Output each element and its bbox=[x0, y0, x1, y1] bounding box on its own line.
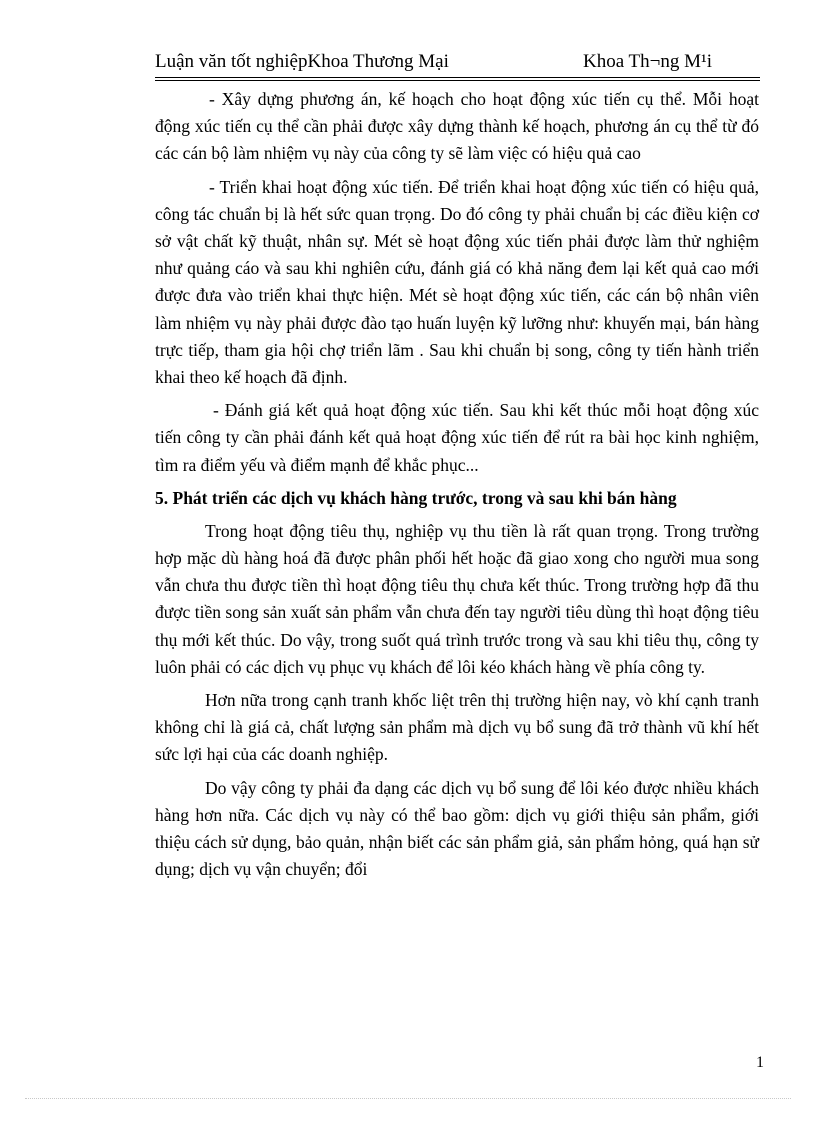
paragraph-services: Do vậy công ty phải đa dạng các dịch vụ bổ sung để lôi kéo được nhiều khách hàng hơn nữa. Các dịch vụ này có thể bao gồm: dịch vụ giới thiệu sản phẩm, giới thiệu cách sử dụng, bảo quản, nhận biết các sản phẩm giả, sản phẩm hỏng, quá hạn sử dụng; dịch vụ vận chuyển; đổi bbox=[155, 777, 759, 880]
section-heading: 5. Phát triển các dịch vụ khách hàng trước, trong và sau khi bán hàng bbox=[155, 487, 677, 508]
page-header bbox=[155, 48, 760, 76]
header-right-title: Khoa Th¬ng M¹i bbox=[583, 51, 713, 72]
page-number: 1 bbox=[756, 1054, 764, 1071]
paragraph-competition: Hơn nữa trong cạnh tranh khốc liệt trên thị trường hiện nay, vò khí cạnh tranh không chỉ là giá cả, chất lượng sản phẩm mà dịch vụ bổ sung đã trở thành vũ khí hết sức lợi hại của các doanh nghiệp. bbox=[155, 690, 759, 765]
document-body bbox=[155, 86, 759, 889]
footer-dotted-line bbox=[25, 1098, 791, 1099]
header-rule-top bbox=[155, 77, 760, 78]
header-left-title: Luận văn tốt nghiệpKhoa Thương Mại bbox=[155, 51, 449, 72]
paragraph-sales-collection: Trong hoạt động tiêu thụ, nghiệp vụ thu tiền là rất quan trọng. Trong trường hợp mặc dù hàng hoá đã được phân phối hết hoặc đã giao xong cho người mua song vẫn chưa thu được tiền thì hoạt động tiêu thụ chưa kết thúc. Trong trường hợp đã thu được tiền song sản xuất sản phẩm vẫn chưa đến tay người tiêu dùng thì hoạt động tiêu thụ mới kết thúc. Do vậy, trong suốt quá trình trước trong và sau khi tiêu thụ, công ty luôn phải có các dịch vụ phục vụ khách để lôi kéo khách hàng về phía công ty. bbox=[155, 520, 759, 677]
paragraph-plan: - Xây dựng phương án, kế hoạch cho hoạt động xúc tiến cụ thể. Mỗi hoạt động xúc tiến cụ thể cần phải được xây dựng thành kế hoạch, phương án cụ thể từ đó các cán bộ làm nhiệm vụ này của công ty sẽ làm việc có hiệu quả cao bbox=[155, 89, 759, 164]
paragraph-deploy: - Triển khai hoạt động xúc tiến. Để triển khai hoạt động xúc tiến có hiệu quả, công tác chuẩn bị là hết sức quan trọng. Do đó công ty phải chuẩn bị các điều kiện cơ sở vật chất kỹ thuật, nhân sự. Mét sè hoạt động xúc tiến phải được làm thử nghiệm như quảng cáo và sau khi nghiên cứu, đánh giá có khả năng đem lại kết quả cao mới được đưa vào triển khai thực hiện. Mét sè hoạt động xúc tiến, các cán bộ nhân viên làm nhiệm vụ này phải được đào tạo huấn luyện kỹ lưỡng như: khuyến mại, bán hàng trực tiếp, tham gia hội chợ triển lãm . Sau khi chuẩn bị song, công ty tiến hành triển khai theo kế hoạch đã định. bbox=[155, 176, 759, 388]
paragraph-evaluate: - Đánh giá kết quả hoạt động xúc tiến. Sau khi kết thúc mỗi hoạt động xúc tiến công ty cần phải đánh kết quả hoạt động xúc tiến để rút ra bài học kinh nghiệm, tìm ra điểm yếu và điểm mạnh để khắc phục... bbox=[155, 400, 759, 475]
header-rule-bottom bbox=[155, 80, 760, 81]
